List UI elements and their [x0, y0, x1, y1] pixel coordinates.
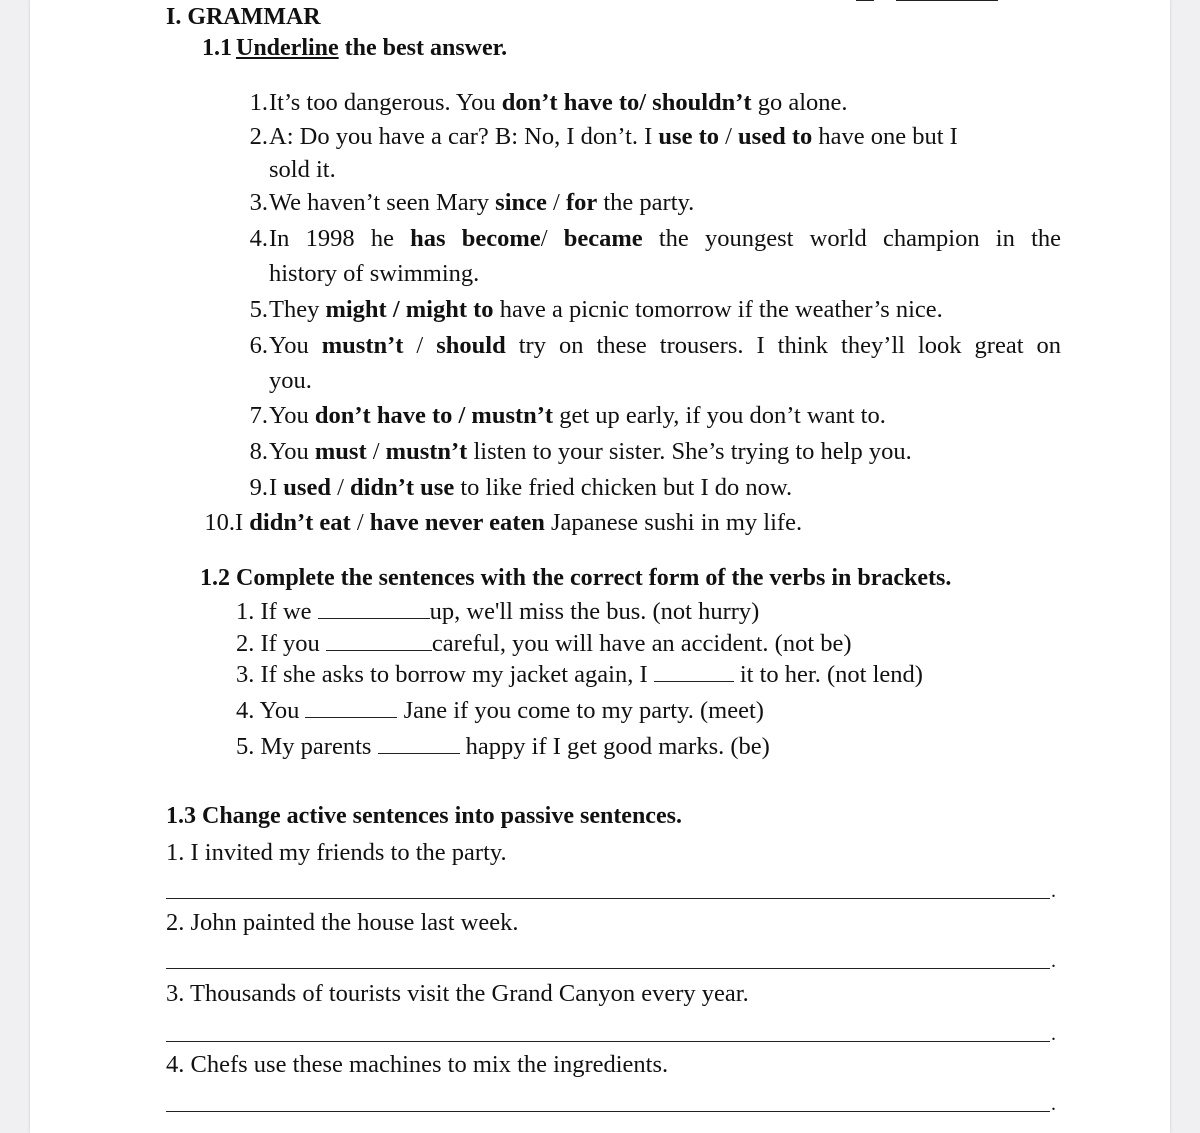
list-item-number: 10. — [204, 509, 235, 536]
sentence-text: They — [269, 296, 326, 323]
answer-blank[interactable] — [378, 733, 460, 754]
list-item-number: 6. — [249, 332, 268, 359]
top-edge-mark — [856, 0, 874, 1]
sentence-text: get up early, if you don’t want to. — [553, 402, 886, 429]
list-item-line — [269, 123, 958, 151]
answer-choice[interactable]: mustn’t — [385, 438, 468, 465]
list-item-number: 1. — [249, 89, 268, 116]
sentence-text: You — [269, 438, 315, 465]
answer-blank[interactable] — [654, 661, 734, 682]
sentence-text: / — [403, 332, 437, 359]
list-item-line — [269, 332, 1061, 360]
passive-item: 1. I invited my friends to the party. — [166, 839, 507, 866]
fill-item-pre: 4. You — [236, 697, 306, 724]
list-item-line — [269, 260, 479, 288]
sentence-text: / — [330, 474, 351, 501]
passive-item: 3. Thousands of tourists visit the Grand Canyon every year. — [166, 980, 749, 1007]
sentence-text: the youngest world champion in the — [642, 225, 1061, 252]
list-item-number: 7. — [249, 402, 268, 429]
sentence-text: I — [235, 509, 250, 536]
sentence-text: listen to your sister. She’s trying to help you. — [467, 438, 912, 465]
answer-choice[interactable]: became — [563, 225, 643, 252]
sentence-text: sold it. — [269, 156, 336, 183]
fill-item-pre: 1. If we — [236, 598, 318, 625]
list-item-number: 9. — [249, 474, 268, 501]
fill-item — [236, 661, 923, 689]
line-end-mark: . — [1051, 950, 1056, 972]
sentence-text: / — [350, 509, 370, 536]
answer-choice[interactable]: might / might to — [325, 296, 494, 323]
list-item-line — [269, 402, 886, 430]
line-end-mark: . — [1051, 1023, 1056, 1045]
answer-choice[interactable]: for — [565, 189, 598, 216]
heading-1-3: 1.3 Change active sentences into passive sentences. — [166, 803, 682, 829]
list-item-line — [269, 189, 694, 217]
sentence-text: to like fried chicken but I do now. — [454, 474, 793, 501]
list-item-line — [269, 474, 792, 502]
answer-line[interactable] — [166, 1111, 1050, 1112]
list-item-number: 3. — [249, 189, 268, 216]
fill-item — [236, 630, 852, 658]
sentence-text: Japanese sushi in my life. — [544, 509, 803, 536]
answer-choice[interactable]: have never eaten — [369, 509, 545, 536]
fill-item-pre: 2. If you — [236, 630, 326, 657]
answer-choice[interactable]: should — [436, 332, 506, 359]
answer-choice[interactable]: used to — [738, 123, 813, 150]
list-item-number: 4. — [249, 225, 268, 252]
sentence-text: go alone. — [751, 89, 848, 116]
answer-choice[interactable]: use to — [658, 123, 719, 150]
fill-item-post: it to her. (not lend) — [733, 661, 923, 688]
answer-blank[interactable] — [326, 630, 432, 651]
list-item-line — [269, 156, 336, 184]
fill-item-pre: 3. If she asks to borrow my jacket again, I — [236, 661, 654, 688]
sentence-text: you. — [269, 367, 312, 394]
sentence-text: A: Do you have a car? B: No, I don’t. I — [269, 123, 659, 150]
heading-1-1 — [202, 35, 507, 62]
sentence-text: / — [540, 225, 564, 252]
sentence-text: have a picnic tomorrow if the weather’s nice. — [493, 296, 943, 323]
answer-choice[interactable]: mustn’t — [321, 332, 404, 359]
answer-blank[interactable] — [305, 697, 397, 718]
answer-choice[interactable]: didn’t eat — [249, 509, 351, 536]
list-item-number: 5. — [249, 296, 268, 323]
list-item-line — [269, 89, 848, 117]
answer-line[interactable] — [166, 968, 1050, 969]
answer-line[interactable] — [166, 898, 1050, 899]
list-item-line — [269, 225, 1061, 253]
sentence-text: have one but I — [812, 123, 958, 150]
fill-item — [236, 733, 770, 761]
heading-1-2: 1.2 Complete the sentences with the correct form of the verbs in brackets. — [200, 565, 952, 591]
top-edge-mark — [896, 0, 998, 1]
passive-item: 4. Chefs use these machines to mix the ingredients. — [166, 1051, 669, 1078]
answer-blank[interactable] — [318, 598, 430, 619]
line-end-mark: . — [1051, 880, 1056, 902]
list-item-line — [235, 509, 802, 537]
sentence-text: / — [718, 123, 739, 150]
answer-choice[interactable]: since — [495, 189, 547, 216]
fill-item-post: happy if I get good marks. (be) — [459, 733, 770, 760]
heading-underline-word: Underline — [236, 35, 339, 61]
sentence-text: You — [269, 402, 315, 429]
sentence-text: try on these trousers. I think they’ll look great on — [505, 332, 1061, 359]
sentence-text: history of swimming. — [269, 260, 480, 287]
fill-item-post: careful, you will have an accident. (not be) — [431, 630, 852, 657]
sentence-text: / — [366, 438, 386, 465]
fill-item-post: Jane if you come to my party. (meet) — [397, 697, 764, 724]
fill-item-post: up, we'll miss the bus. (not hurry) — [429, 598, 760, 625]
sentence-text: We haven’t seen Mary — [269, 189, 496, 216]
list-item-number: 8. — [249, 438, 268, 465]
fill-item-pre: 5. My parents — [236, 733, 378, 760]
answer-choice[interactable]: used — [283, 474, 331, 501]
sentence-text: I — [269, 474, 284, 501]
passive-item: 2. John painted the house last week. — [166, 909, 519, 936]
answer-choice[interactable]: has become — [410, 225, 541, 252]
fill-item — [236, 598, 759, 626]
answer-line[interactable] — [166, 1041, 1050, 1042]
fill-item — [236, 697, 764, 725]
sentence-text: In 1998 he — [269, 225, 411, 252]
list-item-line — [269, 438, 912, 466]
worksheet-page — [30, 0, 1170, 1133]
sentence-text: the party. — [597, 189, 695, 216]
answer-choice[interactable]: didn’t use — [350, 474, 455, 501]
answer-choice[interactable]: don’t have to/ shouldn’t — [501, 89, 752, 116]
sentence-text: It’s too dangerous. You — [269, 89, 502, 116]
list-item-number: 2. — [249, 123, 268, 150]
sentence-text: You — [269, 332, 322, 359]
heading-1-1-rest: the best answer. — [338, 35, 508, 61]
line-end-mark: . — [1051, 1093, 1056, 1115]
answer-choice[interactable]: must — [314, 438, 367, 465]
list-item-line — [269, 296, 943, 324]
section-title: I. GRAMMAR — [166, 4, 321, 30]
heading-1-1-number: 1.1 — [202, 35, 232, 61]
sentence-text: / — [546, 189, 566, 216]
list-item-line — [269, 367, 312, 395]
answer-choice[interactable]: don’t have to / mustn’t — [314, 402, 554, 429]
